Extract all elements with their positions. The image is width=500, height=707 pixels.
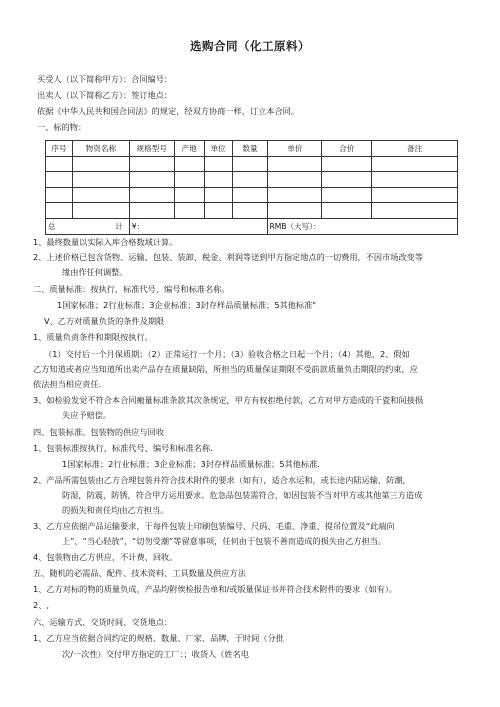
table-total-row [46, 218, 458, 234]
column-header: 合价 [322, 141, 372, 157]
quality-period-c: 依法担当相应责任. [33, 379, 102, 389]
column-header: 单价 [268, 141, 322, 157]
clause-3: 3、如检验发觉不符合本合同瘢量标准条款其次条规定，甲方有权拒绝付款，乙方对甲方造成的干瓷和间接损 [33, 395, 424, 405]
section-heading-packaging: 四、包装标准、包装物的供应与回收 [33, 427, 165, 437]
column-header: 序号 [46, 141, 73, 157]
column-header: 单位 [204, 141, 232, 157]
section-heading-delivery: 六、运输方式、交货时间、交货地点： [33, 617, 173, 627]
section-heading-quality: 二、质量标准：按执行，标准代号、编号和标准名称。 [33, 284, 230, 294]
quality-responsibility: V、乙方对质量负货的条件及期限 [44, 316, 165, 326]
quality-period-a: （1）交付后一个月保质期；（2）正常运行一个月；（3）验收合格之日起一个月；（4）其他，2、假如 [44, 349, 410, 359]
quality-standards: 1国家标准；2行业标准；3企业标准；3封存样品质量标准；5其他标准" [57, 300, 317, 310]
column-header: 产地 [174, 141, 204, 157]
column-header: 数量 [232, 141, 268, 157]
packaging-2-cont: 防湿，防震，防锈，符合甲方运用要求。危急品包装需符合，如因包装不当对甲方或其他第三方造成 [62, 490, 423, 500]
packaging-standards: 1国家标准；2行业标准；3企业标准；3封存样品质量标准；5其他标准. [62, 459, 320, 469]
table-row [46, 156, 458, 172]
note-2-cont: 缘由作任何调整。 [62, 267, 128, 277]
quality-period-title: 1、质量负责条件和期限按执行。 [33, 332, 153, 342]
section-heading-accessories: 五、随机的必需品、配件、技术资料、工具数量及供应方法 [33, 568, 246, 578]
quality-period-b: 乙方知道或者应当知道所出卖产品存在质量缺陷，所担当的质量保证期限不受前款质量负击期限的约束，应 [33, 364, 418, 374]
note-2: 2、上述价格已包含货物、运输、包装、装卸、税金、利润等送到甲方指定地点的一切费用，不因市场改变等 [33, 252, 424, 262]
packaging-4: 4、包装物由乙方供应，不计费、回收。 [33, 552, 178, 562]
total-label: 总 [48, 221, 56, 231]
total-amount-rmb: RMB（大写）： [268, 218, 458, 234]
legal-basis-line: 依据《中华人民共和国合同法》的规定，经双方协商一样，订立本合同。 [37, 106, 300, 116]
accessories-2: 2、, [33, 600, 49, 610]
buyer-line: 买受人（以下简称甲方）：合同编号： [37, 74, 173, 84]
packaging-2: 2、产品所需包装由乙方合理包装并符合技术附件的要求（如有），适合水运和，或长途内陆运输，防潮， [33, 475, 411, 485]
table-row [46, 203, 458, 219]
table-header-row [46, 141, 458, 157]
table-row [46, 187, 458, 203]
packaging-1: 1、包装标准按执行，标准代号、编号和标准名称. [33, 443, 213, 453]
accessories-1: 1、乙方对标的物的质量负成，产品均附俟检报告单和/或版量保证书并符合技术附件的要求（如有）。 [33, 584, 398, 594]
total-label: 计 [115, 221, 123, 231]
seller-line: 出卖人（以下简称乙方）：签订地点： [37, 90, 173, 100]
packaging-2-cont: 的损失和责任均由乙方担当。 [62, 505, 169, 515]
goods-table [45, 140, 458, 235]
packaging-3: 3、乙方应依据产品运输要求，于每件包装上印刷包装编号、尺码、毛重、净重、提吊位置及“此端向 [33, 521, 395, 531]
delivery-1: 1、乙方应当依据合同约定的规格、数量、厂家、品牌，于时间（分批 [33, 633, 284, 643]
column-header: 物资名称 [72, 141, 129, 157]
document-title: 选购合同（化工原料） [190, 39, 310, 53]
column-header: 备注 [372, 141, 458, 157]
total-amount-yen: ¥： [129, 218, 268, 234]
note-1: 1、最终数量以实际入库合格数域计算。 [33, 237, 178, 247]
clause-3-cont: 失应予赔偿。 [62, 410, 112, 420]
delivery-1-cont: 次/一次性）交付甲方指定的工厂：；收货人（姓名电 [62, 649, 249, 659]
packaging-3-cont: 上”、“当心轻放”，“切勿受潮”等留意事项，任何由于包装不善而造成的损失由乙方担当。 [62, 536, 387, 546]
section-heading-subject: 一、标的物： [37, 122, 87, 132]
table-row [46, 172, 458, 188]
column-header: 规格型号 [129, 141, 174, 157]
